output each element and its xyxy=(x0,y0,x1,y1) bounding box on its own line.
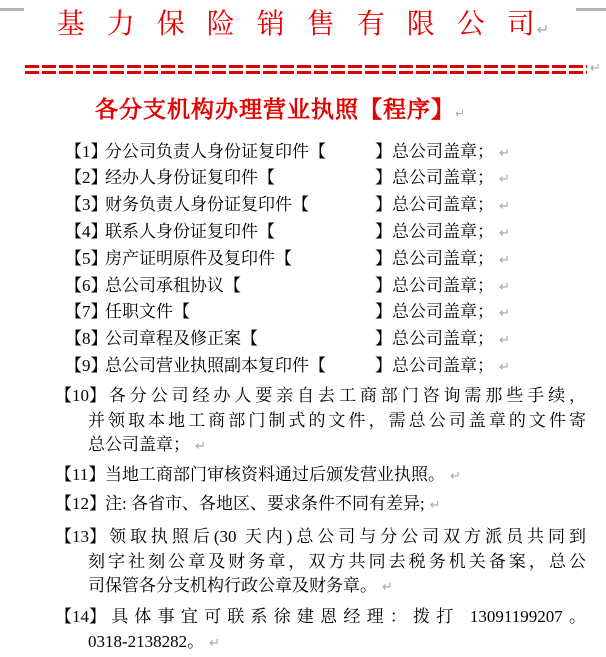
paragraph-mark-icon: ↵ xyxy=(499,145,510,161)
item-desc: 房产证明原件及复印件【 xyxy=(105,248,292,268)
paragraph-line xyxy=(0,409,586,434)
paragraph-mark-icon: ↵ xyxy=(499,333,510,349)
paragraph-text: 各分公司经办人要亲自去工商部门咨询需那些手续， xyxy=(105,385,586,405)
item-tail: 】总公司盖章； xyxy=(375,195,494,215)
paragraph-mark-icon: ↵ xyxy=(209,636,221,651)
paragraph-mark-icon: ↵ xyxy=(590,61,601,77)
list-paragraph xyxy=(0,525,606,601)
paragraph-line xyxy=(0,492,586,519)
paragraph-text: 并领取本地工商部门制式的文件，需总公司盖章的文件寄 xyxy=(88,410,586,430)
paragraph-line xyxy=(0,550,586,575)
paragraph-mark-icon: ↵ xyxy=(499,360,510,376)
list-paragraph xyxy=(0,463,606,490)
paragraph-line xyxy=(0,630,586,657)
item-number: 【12】 xyxy=(55,494,106,514)
item-number: 【10】 xyxy=(55,385,106,405)
item-number: 【7】 xyxy=(65,302,108,322)
doc-subtitle: 各分支机构办理营业执照【程序】 xyxy=(94,97,455,123)
item-desc: 财务负责人身份证复印件【 xyxy=(105,195,309,215)
item-tail: 】总公司盖章； xyxy=(375,248,494,268)
paragraph-mark-icon: ↵ xyxy=(499,306,510,322)
item-number: 【14】 xyxy=(55,607,106,627)
paragraph-mark-icon: ↵ xyxy=(499,252,510,268)
item-desc: 总公司承租协议【 xyxy=(105,275,241,295)
paragraph-line xyxy=(0,384,586,409)
list-item xyxy=(0,247,606,274)
item-number: 【11】 xyxy=(55,465,106,485)
paragraph-mark-icon: ↵ xyxy=(499,279,510,295)
paragraph-text: 总公司盖章； xyxy=(88,435,190,455)
item-number: 【4】 xyxy=(65,222,108,242)
paragraph-line xyxy=(0,525,586,550)
paragraph-mark-icon: ↵ xyxy=(429,498,441,514)
paragraph-mark-icon: ↵ xyxy=(454,106,466,121)
list-item xyxy=(0,300,606,327)
item-desc: 公司章程及修正案【 xyxy=(105,329,258,349)
double-line-divider xyxy=(25,65,587,74)
divider-row xyxy=(25,61,606,77)
item-tail: 】总公司盖章； xyxy=(375,302,494,322)
item-number: 【9】 xyxy=(65,356,108,376)
paragraph-text: 注: 各省市、各地区、要求条件不同有差异; xyxy=(105,494,425,514)
list-paragraph xyxy=(0,384,606,460)
item-number: 【8】 xyxy=(65,329,108,349)
company-title: 基 力 保 险 销 售 有 限 公 司 xyxy=(56,9,537,40)
item-tail: 】总公司盖章； xyxy=(375,222,494,242)
paragraph-line xyxy=(0,433,586,460)
paragraph-text: 领取执照后(30 天内)总公司与分公司双方派员共同到 xyxy=(105,526,586,546)
item-desc: 经办人身份证复印件【 xyxy=(105,168,275,188)
item-number: 【6】 xyxy=(65,275,108,295)
paragraph-line xyxy=(0,605,586,630)
item-tail: 】总公司盖章； xyxy=(375,141,494,161)
list-item xyxy=(0,220,606,247)
list-paragraph xyxy=(0,492,606,519)
paragraph-mark-icon: ↵ xyxy=(450,469,461,485)
list-item xyxy=(0,327,606,354)
paragraph-text: 具体事宜可联系徐建恩经理：拨打 13091199207。 xyxy=(105,607,586,627)
item-number: 【5】 xyxy=(65,248,108,268)
paragraph-mark-icon: ↵ xyxy=(195,439,206,455)
paragraph-text: 0318-2138282。 xyxy=(88,632,205,651)
item-desc: 任职文件【 xyxy=(105,302,190,322)
divider-bar xyxy=(25,71,587,74)
paragraph-text: 当地工商部门审核资料通过后颁发营业执照。 xyxy=(105,465,445,485)
company-title-row xyxy=(0,8,606,46)
list-item xyxy=(0,354,606,381)
list-paragraph xyxy=(0,605,606,657)
item-number: 【13】 xyxy=(55,526,106,546)
item-tail: 】总公司盖章； xyxy=(375,168,494,188)
divider-bar xyxy=(25,65,587,68)
paragraph-mark-icon: ↵ xyxy=(536,20,550,39)
page-corner-mark xyxy=(576,8,606,11)
item-number: 【1】 xyxy=(65,141,108,161)
item-tail: 】总公司盖章； xyxy=(375,275,494,295)
item-number: 【3】 xyxy=(65,195,108,215)
paragraph-mark-icon: ↵ xyxy=(499,172,510,188)
paragraph-line xyxy=(0,574,586,601)
list-item xyxy=(0,274,606,301)
paragraph-line xyxy=(0,463,586,490)
paragraph-text: 司保管各分支机构行政公章及财务章。 xyxy=(88,576,377,596)
page-corner-mark xyxy=(0,8,24,11)
procedure-list xyxy=(0,140,606,657)
document-page xyxy=(0,8,606,651)
item-tail: 】总公司盖章； xyxy=(375,356,494,376)
subtitle-row xyxy=(0,96,606,127)
list-item xyxy=(0,166,606,193)
item-desc: 分公司负责人身份证复印件【 xyxy=(105,141,326,161)
item-tail: 】总公司盖章； xyxy=(375,329,494,349)
paragraph-mark-icon: ↵ xyxy=(499,226,510,242)
item-number: 【2】 xyxy=(65,168,108,188)
item-desc: 总公司营业执照副本复印件【 xyxy=(105,356,326,376)
paragraph-mark-icon: ↵ xyxy=(499,199,510,215)
paragraph-text: 刻字社刻公章及财务章，双方共同去税务机关备案，总公 xyxy=(88,551,586,571)
item-desc: 联系人身份证复印件【 xyxy=(105,222,275,242)
paragraph-mark-icon: ↵ xyxy=(382,580,393,596)
list-item xyxy=(0,140,606,167)
list-item xyxy=(0,193,606,220)
